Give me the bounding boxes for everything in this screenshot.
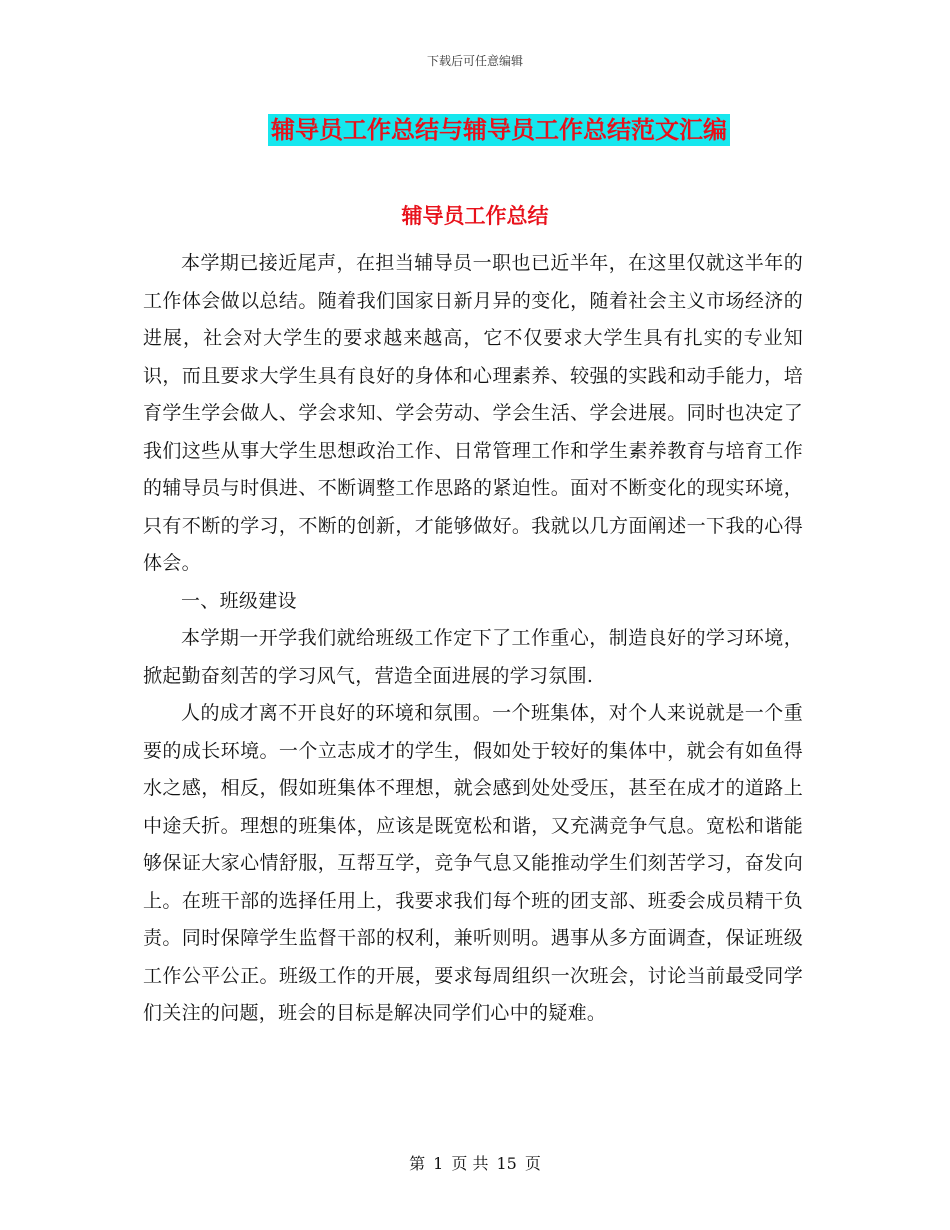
page-header-note: 下载后可任意编辑 [426, 54, 523, 68]
footer-middle: 页 共 [451, 1154, 489, 1173]
footer-total-pages: 15 [496, 1154, 517, 1173]
footer-page-number: 1 [433, 1154, 444, 1173]
subheading-class-building: 一、班级建设 [181, 589, 297, 612]
section-title: 辅导员工作总结 [401, 204, 549, 228]
paragraph-class-goal: 本学期一开学我们就给班级工作定下了工作重心，制造良好的学习环境，掀起勤奋刻苦的学习风气，营造全面进展的学习氛围. [143, 627, 803, 687]
paragraph-intro: 本学期已接近尾声，在担当辅导员一职也已近半年，在这里仅就这半年的工作体会做以总结。随着我们国家日新月异的变化，随着社会主义市场经济的进展，社会对大学生的要求越来越高，它不仅要求大学生具有扎实的专业知识，而且要求大学生具有良好的身体和心理素养、较强的实践和动手能力，培育学生学会做人、学会求知、学会劳动、学会生活、学会进展。同时也决定了我们这些从事大学生思想政治工作、日常管理工作和学生素养教育与培育工作的辅导员与时俱进、不断调整工作思路的紧迫性。面对不断变化的现实环境，只有不断的学习，不断的创新，才能够做好。我就以几方面阐述一下我的心得体会。 [143, 252, 803, 574]
document-title: 辅导员工作总结与辅导员工作总结范文汇编 [268, 114, 730, 146]
document-title-container [0, 114, 950, 146]
footer-prefix: 第 [409, 1154, 426, 1173]
paragraph-class-environment: 人的成才离不开良好的环境和氛围。一个班集体，对个人来说就是一个重要的成长环境。一个立志成才的学生，假如处于较好的集体中，就会有如鱼得水之感，相反，假如班集体不理想，就会感到处处受压，甚至在成才的道路上中途夭折。理想的班集体，应该是既宽松和谐，又充满竞争气息。宽松和谐能够保证大家心情舒服，互帮互学，竞争气息又能推动学生们刻苦学习，奋发向上。在班干部的选择任用上，我要求我们每个班的团支部、班委会成员精干负责。同时保障学生监督干部的权利，兼听则明。遇事从多方面调查，保证班级工作公平公正。班级工作的开展，要求每周组织一次班会，讨论当前最受同学们关注的问题，班会的目标是解决同学们心中的疑难。 [143, 702, 803, 1024]
document-body [143, 245, 803, 1033]
footer-suffix: 页 [524, 1154, 541, 1173]
page-footer [0, 1154, 950, 1174]
